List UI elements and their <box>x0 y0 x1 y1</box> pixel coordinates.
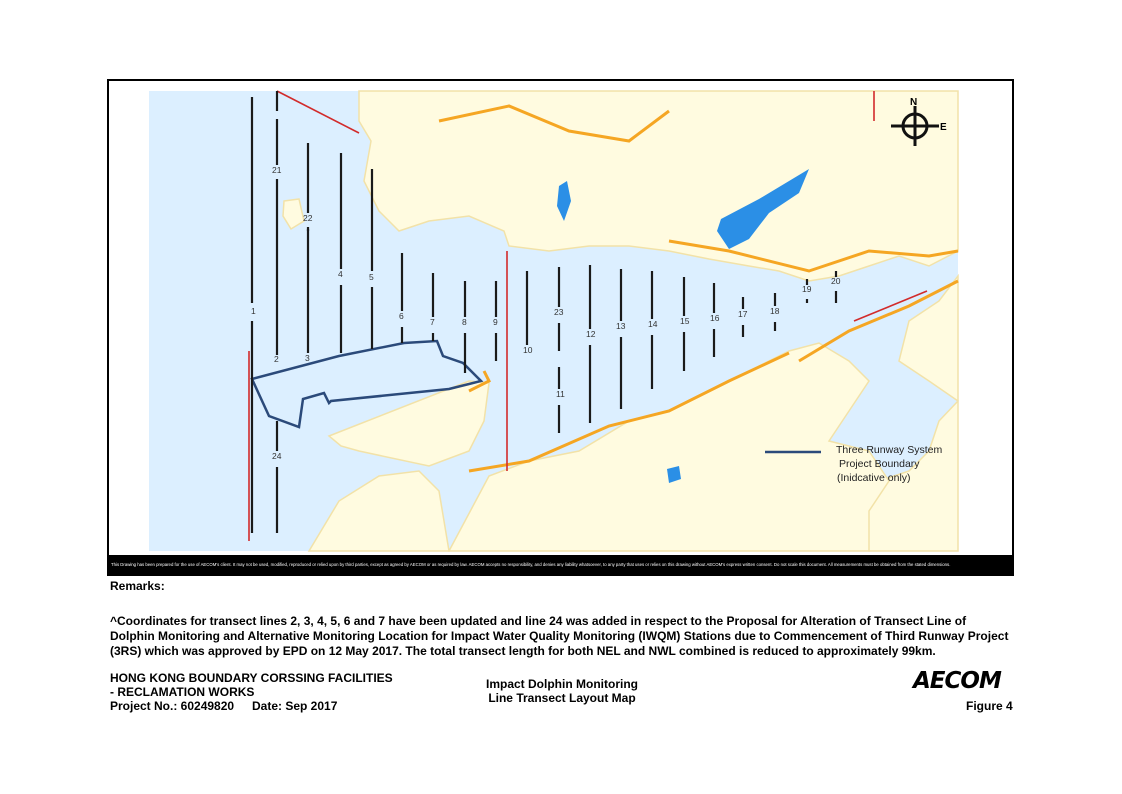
legend-line-2: Project Boundary <box>839 458 920 470</box>
transect-label-6: 6 <box>399 311 404 321</box>
transect-label-22: 22 <box>303 213 313 223</box>
transect-label-8: 8 <box>462 317 467 327</box>
map-canvas <box>109 81 1014 576</box>
transect-label-23: 23 <box>554 307 564 317</box>
transect-label-7: 7 <box>430 317 435 327</box>
transect-label-16: 16 <box>710 313 720 323</box>
transect-label-1: 1 <box>251 306 256 316</box>
transect-label-9: 9 <box>493 317 498 327</box>
project-date: Date: Sep 2017 <box>252 699 338 713</box>
map-frame <box>107 79 1014 576</box>
compass-north-label: N <box>910 97 918 108</box>
disclaimer-bar: This Drawing has been prepared for the use of AECOM's client. It may not be used, modified, reproduced or relied upon by third parties, except as agreed by AECOM or as required by law. AECOM accepts no responsibility, and denies any liability whatsoever, to any party that uses or relies on this drawing without AECOM's express written consent. Do not scale this document. All measurements must be obtained from the stated dimensions. <box>109 555 1012 574</box>
remarks-text: ^Coordinates for transect lines 2, 3, 4, 5, 6 and 7 have been updated and line 24 was added in respect to the Proposal for Alteration of Transect Line of Dolphin Monitoring and Alternative Monitoring Location for Impact Water Quality Monitoring (IWQM) Stations due to Commencement of Third Runway Project (3RS) which was approved by EPD on 12 May 2017. The total transect length for both NEL and NWL combined is reduced to approximately 99km. <box>110 614 1009 658</box>
remarks-title: Remarks: <box>110 579 165 593</box>
transect-label-24: 24 <box>272 451 282 461</box>
transect-label-17: 17 <box>738 309 748 319</box>
legend-line-1: Three Runway System <box>836 444 943 456</box>
transect-label-19: 19 <box>802 284 812 294</box>
transect-label-18: 18 <box>770 306 780 316</box>
map-title <box>462 677 662 705</box>
project-name-line-1: HONG KONG BOUNDARY CORSSING FACILITIES <box>110 671 393 685</box>
transect-label-11: 11 <box>556 389 565 399</box>
transect-label-10: 10 <box>523 345 533 355</box>
transect-label-14: 14 <box>648 319 658 329</box>
transect-label-20: 20 <box>831 276 841 286</box>
compass-east-label: E <box>940 122 947 133</box>
transect-label-15: 15 <box>680 316 690 326</box>
legend-line-3: (Inidcative only) <box>837 472 911 484</box>
project-number: Project No.: 60249820 <box>110 699 235 713</box>
project-name-line-2: - RECLAMATION WORKS <box>110 685 255 699</box>
transect-label-3: 3 <box>305 353 310 363</box>
transect-label-4: 4 <box>338 269 343 279</box>
transect-label-12: 12 <box>586 329 596 339</box>
map-title-line-2: Line Transect Layout Map <box>488 691 636 705</box>
transect-label-13: 13 <box>616 321 626 331</box>
transect-label-5: 5 <box>369 272 374 282</box>
project-name <box>110 671 393 699</box>
transect-label-21: 21 <box>272 165 282 175</box>
transect-label-2: 2 <box>274 354 279 364</box>
map-title-line-1: Impact Dolphin Monitoring <box>486 677 638 691</box>
aecom-logo: AECOM <box>913 668 1001 694</box>
figure-number: Figure 4 <box>966 699 1013 713</box>
